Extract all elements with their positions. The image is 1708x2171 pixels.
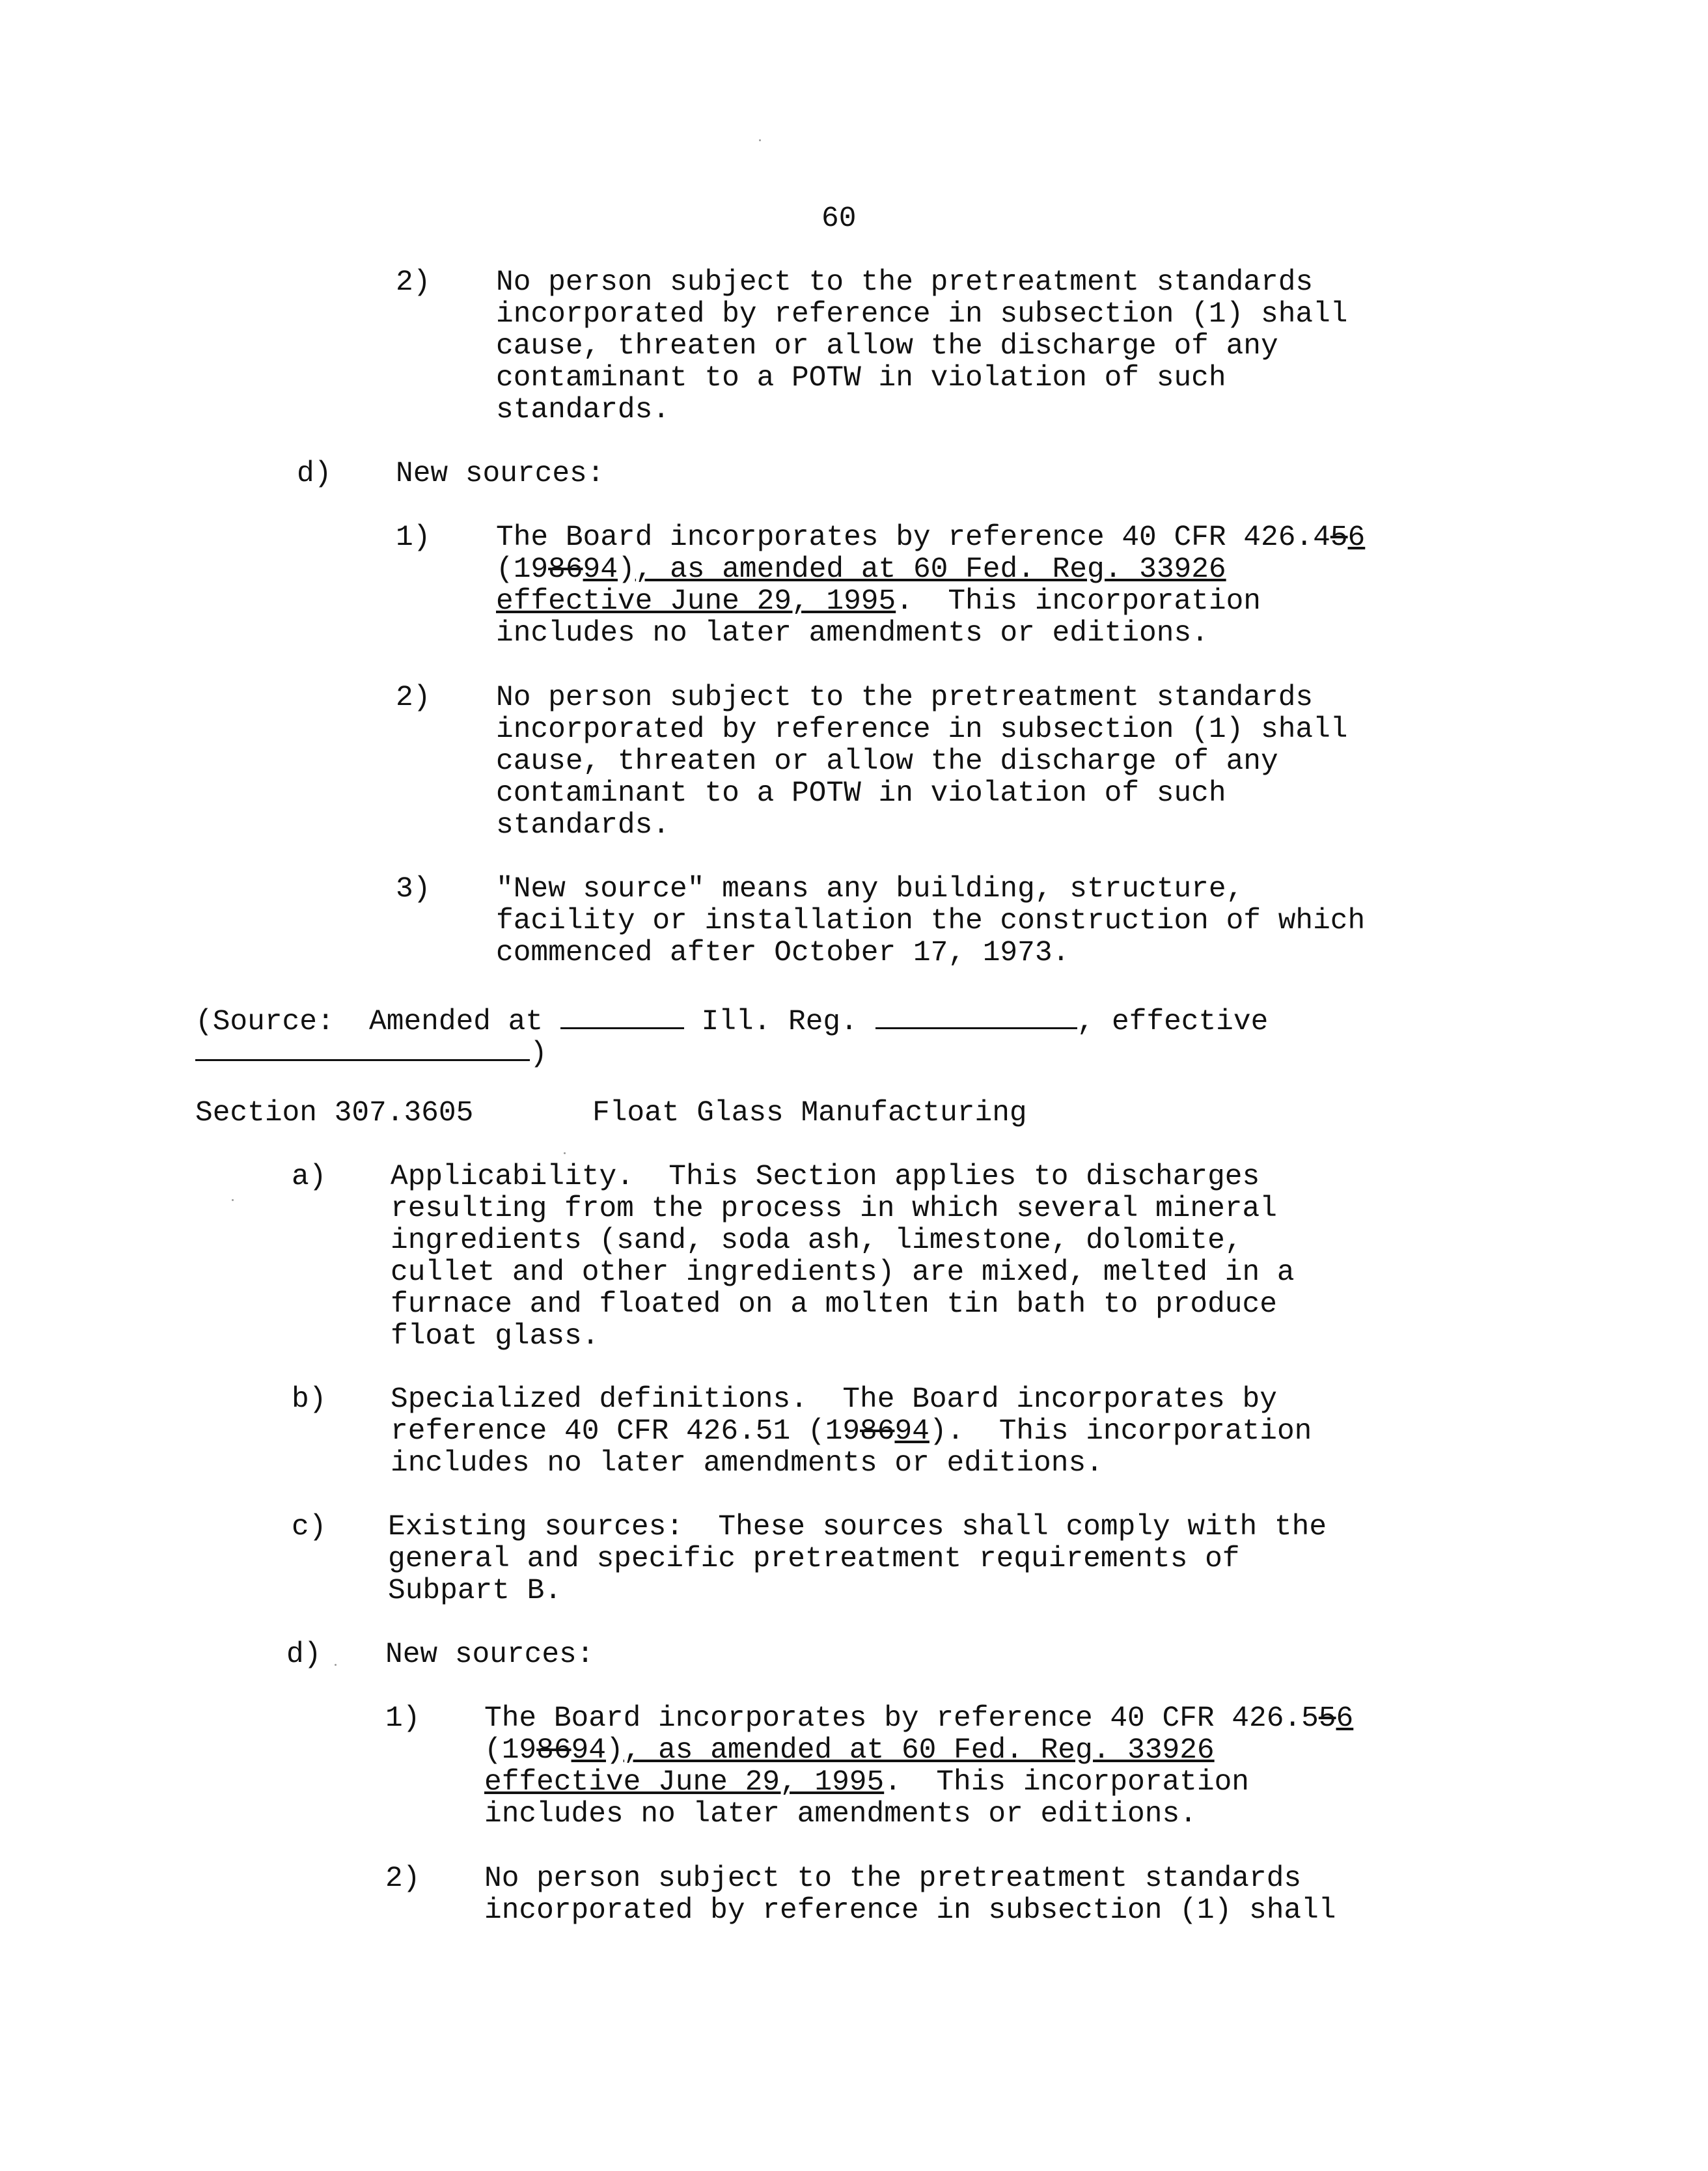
text-line: includes no later amendments or editions.	[391, 1447, 1103, 1480]
inserted-text: 94	[894, 1415, 930, 1448]
text-line: incorporated by reference in subsection (1) shall	[496, 713, 1348, 746]
text-line: No person subject to the pretreatment standards	[484, 1862, 1302, 1895]
text-line: The Board incorporates by reference 40 CFR 426.556	[484, 1702, 1354, 1735]
blank-volume	[560, 1001, 684, 1029]
subsection-heading: New sources:	[385, 1639, 594, 1671]
inserted-text: 94	[583, 553, 618, 586]
text-line: Applicability. This Section applies to discharges	[391, 1161, 1260, 1193]
inserted-text: , as amended at 60 Fed. Reg. 33926	[635, 553, 1226, 586]
inserted-text: effective June 29, 1995	[484, 1766, 885, 1799]
paragraph	[484, 1863, 1336, 1927]
paragraph	[496, 522, 1365, 650]
text-line: commenced after October 17, 1973.	[496, 937, 1070, 969]
paragraph	[391, 1384, 1312, 1480]
text-line: Specialized definitions. The Board incorporates by	[391, 1383, 1277, 1416]
inserted-text: 6	[1336, 1702, 1354, 1735]
source-note-close: )	[195, 1033, 547, 1070]
item-marker: 1)	[385, 1702, 420, 1735]
blank-page	[875, 1001, 1077, 1029]
text-line: reference 40 CFR 426.51 (198694). This incorporation	[391, 1415, 1312, 1448]
text-line: No person subject to the pretreatment standards	[496, 266, 1314, 299]
text-line: general and specific pretreatment requirements of	[388, 1543, 1240, 1575]
text-line: No person subject to the pretreatment standards	[496, 682, 1314, 714]
text-line: standards.	[496, 809, 670, 842]
item-marker: 1)	[396, 521, 431, 554]
inserted-text: effective June 29, 1995	[496, 585, 896, 618]
deleted-text: 5	[1318, 1702, 1336, 1735]
section-number: Section 307.3605	[195, 1097, 474, 1129]
inserted-text: 6	[1347, 521, 1366, 554]
scan-speck	[335, 1664, 337, 1666]
inserted-text: 94	[571, 1734, 606, 1767]
text-line: includes no later amendments or editions.	[484, 1798, 1197, 1831]
text-line: resulting from the process in which several mineral	[391, 1193, 1277, 1225]
paragraph	[388, 1512, 1327, 1607]
text-line: contaminant to a POTW in violation of such	[496, 362, 1226, 394]
text-line: The Board incorporates by reference 40 CFR 426.456	[496, 521, 1366, 554]
paragraph	[496, 682, 1348, 842]
item-marker: d)	[286, 1639, 322, 1671]
text-line: includes no later amendments or editions.	[496, 617, 1209, 650]
text-line: standards.	[496, 394, 670, 426]
text-line: "New source" means any building, structure,	[496, 873, 1244, 906]
section-title: Float Glass Manufacturing	[592, 1097, 1027, 1129]
deleted-text: 86	[548, 553, 583, 586]
deleted-text: 86	[860, 1415, 895, 1448]
text-line: incorporated by reference in subsection (1) shall	[484, 1894, 1336, 1927]
paragraph	[496, 874, 1365, 969]
item-marker: d)	[297, 458, 332, 490]
page-number: 60	[821, 202, 857, 235]
item-marker: 2)	[396, 266, 431, 299]
deleted-text: 86	[536, 1734, 572, 1767]
text-line: incorporated by reference in subsection (1) shall	[496, 298, 1348, 331]
text-line: cause, threaten or allow the discharge of any	[496, 745, 1278, 778]
item-marker: 2)	[385, 1862, 420, 1895]
blank-date	[195, 1033, 530, 1061]
paragraph	[496, 267, 1348, 426]
subsection-heading: New sources:	[396, 458, 605, 490]
paragraph	[391, 1161, 1295, 1353]
text-line: furnace and floated on a molten tin bath to produce	[391, 1288, 1277, 1321]
item-marker: a)	[292, 1161, 327, 1193]
text-line: (198694), as amended at 60 Fed. Reg. 33926	[496, 553, 1226, 586]
scan-speck	[564, 1152, 566, 1154]
paragraph	[484, 1703, 1353, 1831]
scan-speck	[232, 1199, 234, 1201]
text-line: Subpart B.	[388, 1575, 562, 1607]
text-line: cullet and other ingredients) are mixed, melted in a	[391, 1256, 1295, 1289]
item-marker: b)	[292, 1383, 327, 1416]
text-line: ingredients (sand, soda ash, limestone, dolomite,	[391, 1224, 1243, 1257]
text-line: facility or installation the construction of which	[496, 905, 1366, 937]
item-marker: 3)	[396, 873, 431, 906]
item-marker: 2)	[396, 682, 431, 714]
text-line: float glass.	[391, 1320, 599, 1353]
text-line: Existing sources: These sources shall comply with the	[388, 1511, 1327, 1543]
inserted-text: , as amended at 60 Fed. Reg. 33926	[623, 1734, 1215, 1767]
source-note: (Source: Amended at Ill. Reg. , effective	[195, 1001, 1268, 1038]
text-line: contaminant to a POTW in violation of such	[496, 777, 1226, 810]
text-line: effective June 29, 1995. This incorporation	[484, 1766, 1249, 1799]
text-line: (198694), as amended at 60 Fed. Reg. 33926	[484, 1734, 1215, 1767]
scan-speck	[759, 139, 761, 141]
text-line: cause, threaten or allow the discharge of any	[496, 330, 1278, 363]
text-line: effective June 29, 1995. This incorporation	[496, 585, 1261, 618]
item-marker: c)	[292, 1511, 327, 1543]
deleted-text: 5	[1330, 521, 1348, 554]
